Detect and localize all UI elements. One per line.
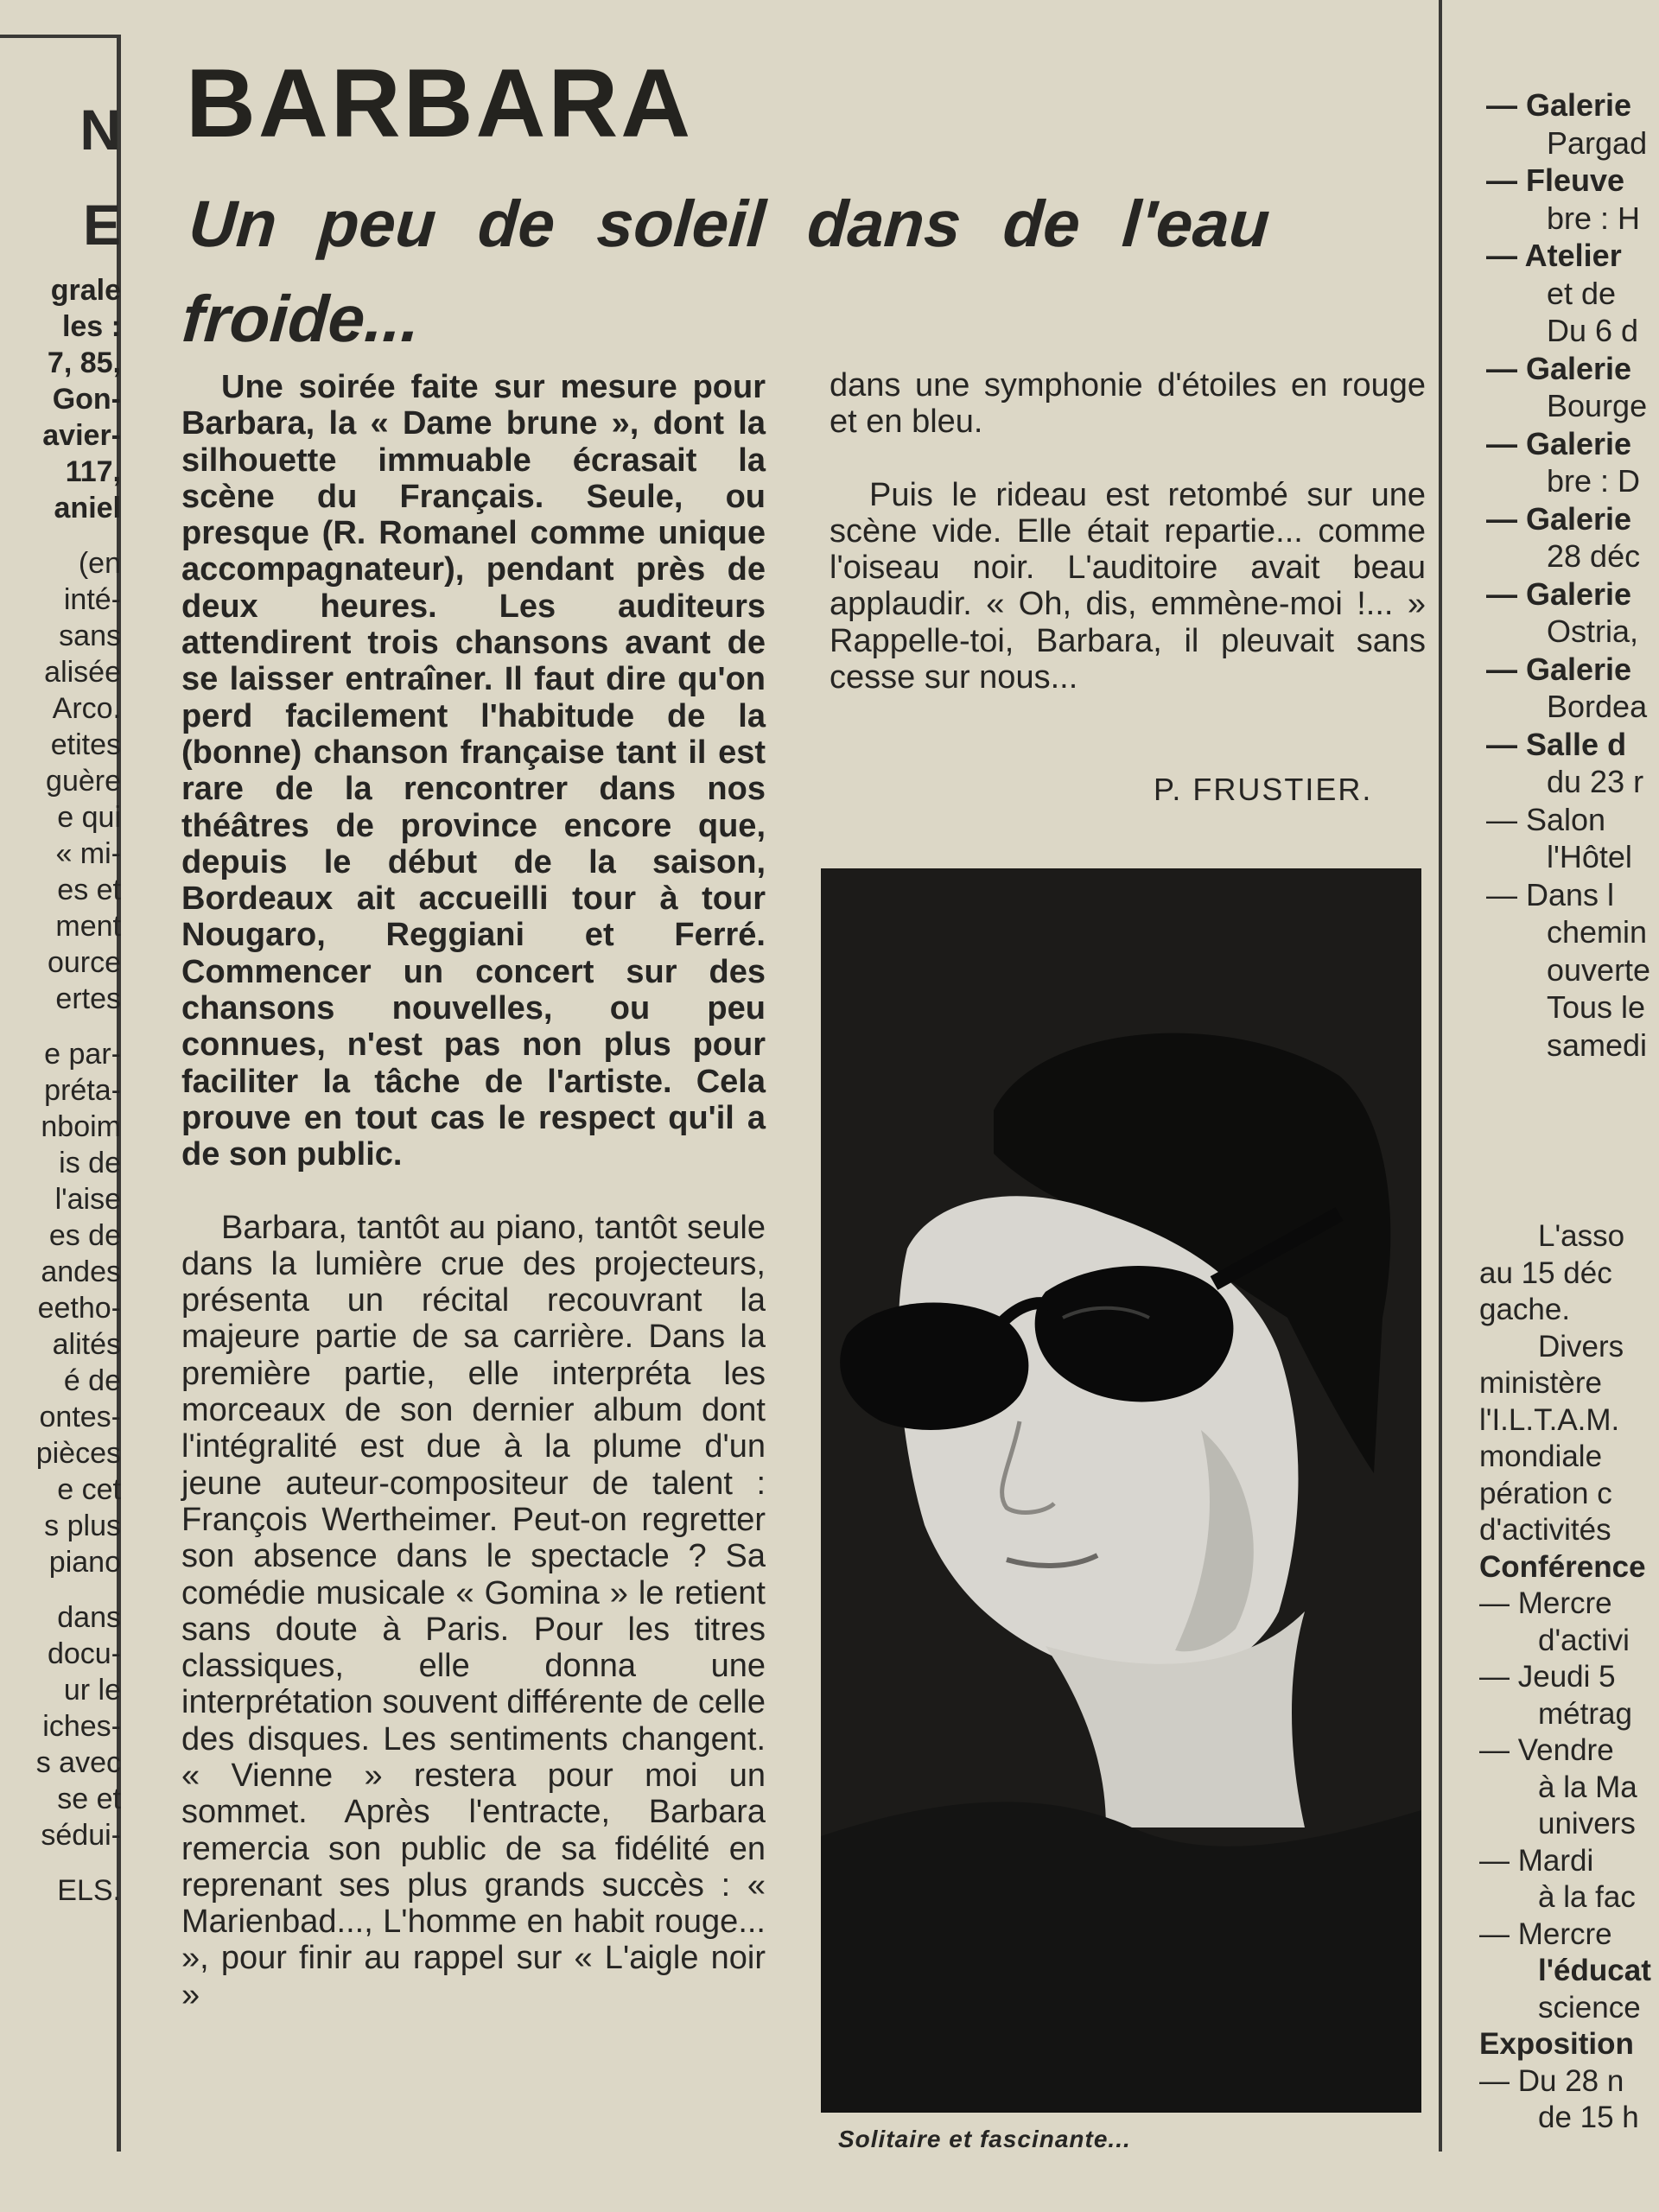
right-column-line: — Du 28 n — [1479, 2063, 1624, 2098]
left-column-line: « mi- — [55, 837, 121, 870]
left-top-rule — [0, 35, 121, 38]
right-column-line: Divers — [1538, 1329, 1624, 1363]
right-column-line: — Mercre — [1479, 1586, 1612, 1620]
left-column-line: 117, — [65, 455, 121, 488]
left-column-line: etites — [50, 728, 121, 761]
article-paragraph-2: Barbara, tantôt au piano, tantôt seule dans la lumière crue des projecteurs, présenta un récital recouvrant la majeure partie de sa carrière. Dans la première partie, elle interpréta les morceaux de son dernier album dont l'intégralité est due à la plume d'un jeune auteur-compositeur de talent : François Wertheimer. Peut-on regretter son absence dans le spectacle ? Sa comédie musicale « Gomina » le retient sans doute à Paris. Pour les titres classiques, elle donna une interprétation souvent différente de celle des disques. Les sentiments changent. « Vienne » restera pour moi un sommet. Après l'entracte, Barbara remercia son public de sa fidélité en reprenant ses plus grands succès : « Marienbad..., L'homme en habit rouge... », pour finir au rappel sur « L'aigle noir » — [181, 1209, 766, 2013]
article-paragraph-4: Puis le rideau est retombé sur une scène vide. Elle était repartie... comme l'oiseau noir. L'auditoire avait beau applaudir. « Oh, dis, emmène-moi !... » Rappelle-toi, Barbara, il pleuvait sans cesse sur nous... — [830, 476, 1426, 696]
right-column-line: L'asso — [1538, 1219, 1625, 1253]
right-column-line: à la Ma — [1538, 1770, 1637, 1804]
right-column-line: — Fleuve — [1486, 162, 1625, 198]
left-column-line: es et — [57, 874, 121, 906]
right-column-line: et de — [1547, 275, 1617, 311]
left-column-line: 7, 85, — [47, 346, 121, 379]
left-column-line: nboim — [41, 1110, 121, 1143]
right-column-line: — Galerie — [1486, 350, 1632, 386]
portrait-photo — [821, 868, 1421, 2113]
left-column-line: Gon- — [52, 383, 121, 416]
left-column-line: avier- — [42, 419, 121, 452]
right-column-line: — Salle d — [1486, 726, 1627, 762]
right-column-line: d'activi — [1538, 1623, 1630, 1657]
right-column-line: ouverte — [1547, 951, 1651, 988]
right-column-line: univers — [1538, 1807, 1636, 1840]
right-column-line: pération c — [1479, 1476, 1612, 1510]
left-column-line: alisée — [44, 656, 121, 689]
left-column-line: l'aise — [54, 1183, 121, 1216]
right-column-line: — Atelier — [1486, 238, 1622, 273]
right-column-line: — Galerie — [1486, 500, 1632, 537]
right-column-line: science — [1538, 1990, 1641, 2024]
left-column-line: e qui — [57, 801, 121, 834]
article-column-1 — [181, 369, 766, 2050]
left-column-line: se et — [57, 1783, 121, 1815]
right-column-line: Conférence — [1479, 1549, 1646, 1584]
left-column-line: grale — [50, 274, 121, 307]
right-column-line: l'Hôtel — [1547, 839, 1632, 874]
left-column-line: aniel — [54, 492, 121, 524]
right-column-line: samedi — [1547, 1027, 1648, 1063]
left-column-line: sédui- — [41, 1819, 121, 1852]
right-column-line: 28 déc — [1547, 538, 1641, 574]
left-column-line: ertes — [55, 982, 121, 1015]
article-signature: P. FRUSTIER. — [1154, 772, 1373, 807]
right-column-line: Bourge — [1547, 388, 1648, 423]
right-column-line: Bordea — [1547, 689, 1648, 724]
left-column-line: ment — [55, 910, 121, 943]
left-column-line: ELS. — [57, 1874, 121, 1907]
right-column-line: l'I.L.T.A.M. — [1479, 1402, 1620, 1437]
left-column-line: prétа- — [44, 1074, 121, 1107]
right-column-line: — Salon — [1486, 801, 1606, 837]
right-column-line: Tous le — [1547, 989, 1646, 1025]
right-column-line: Pargad — [1547, 124, 1648, 161]
article-paragraph-3: dans une symphonie d'étoiles en rouge et en bleu. — [830, 367, 1426, 441]
left-column-lines — [0, 272, 121, 1909]
right-column-line: chemin — [1547, 914, 1648, 950]
left-column-heading: N — [79, 98, 121, 162]
right-column-line: Exposition — [1479, 2027, 1634, 2061]
left-column-line: dans — [57, 1601, 121, 1634]
left-column-line: les : — [61, 310, 121, 343]
right-column-line: — Galerie — [1486, 425, 1632, 461]
left-column-line: docu- — [47, 1637, 121, 1670]
left-column-line: ontes- — [39, 1401, 121, 1433]
left-column-line: alités — [52, 1328, 121, 1361]
right-column-line: métrag — [1538, 1696, 1632, 1731]
left-column-line: sans — [59, 620, 121, 652]
article-column-2 — [830, 367, 1426, 732]
right-column-line: bre : H — [1547, 200, 1641, 236]
left-column-line: e par- — [44, 1038, 121, 1071]
right-column-line: — Galerie — [1486, 651, 1632, 687]
left-column-line: e cet — [57, 1473, 121, 1506]
right-column-line: à la fac — [1538, 1880, 1636, 1914]
right-column-line: d'activités — [1479, 1513, 1611, 1547]
left-column-line: ur le — [63, 1674, 121, 1707]
right-column-line: — Galerie — [1486, 575, 1632, 612]
left-column-line: iches- — [42, 1710, 121, 1743]
article-subtitle: Un peu de soleil dans de l'eau froide... — [180, 188, 1273, 356]
left-column-line: pièces — [35, 1437, 121, 1470]
right-column-line: au 15 déc — [1479, 1255, 1612, 1290]
right-column-line: — Jeudi 5 — [1479, 1660, 1616, 1694]
left-column-line: (en — [78, 547, 121, 580]
left-column — [0, 82, 121, 1909]
right-column-line: bre : D — [1547, 463, 1641, 499]
left-column-line: s avec — [35, 1746, 121, 1779]
right-column-line: mondiale — [1479, 1440, 1603, 1473]
right-column-announcements — [1479, 1218, 1659, 2137]
right-column-line: Du 6 d — [1547, 313, 1639, 348]
left-column-line: guère — [46, 765, 121, 798]
right-column-line: — Mercre — [1479, 1916, 1612, 1951]
right-column-line: du 23 r — [1547, 764, 1644, 799]
left-column-heading: E — [82, 193, 121, 257]
right-column-line: — Vendre — [1479, 1733, 1614, 1767]
right-column-line: de 15 h — [1538, 2101, 1639, 2134]
photo-caption: Solitaire et fascinante... — [838, 2126, 1131, 2152]
left-column-line: is de — [59, 1147, 121, 1179]
left-column-line: é de — [63, 1364, 121, 1397]
right-column-line: Ostria, — [1547, 613, 1639, 649]
article-title: BARBARA — [186, 49, 694, 157]
left-column-line: inté- — [63, 583, 121, 616]
left-column-line: ource — [47, 946, 121, 979]
left-column-line: andes — [41, 1255, 121, 1288]
right-column-line: — Dans l — [1486, 876, 1615, 912]
left-column-line: eetho- — [37, 1292, 121, 1325]
right-column-line: l'éducat — [1538, 1954, 1651, 1987]
left-column-line: piano — [48, 1546, 121, 1579]
left-column-line: Arco. — [52, 692, 121, 725]
portrait-image — [821, 868, 1421, 2113]
right-column-line: ministère — [1479, 1366, 1602, 1400]
right-column-line: — Galerie — [1486, 87, 1632, 123]
right-column-listing — [1486, 86, 1659, 1064]
right-column-line: gache. — [1479, 1293, 1571, 1326]
right-column-rule — [1439, 0, 1442, 2152]
left-column-line: es de — [48, 1219, 121, 1252]
right-column-line: — Mardi — [1479, 1843, 1594, 1878]
left-column-line: s plus — [44, 1510, 121, 1542]
article-paragraph-1: Une soirée faite sur mesure pour Barbara, la « Dame brune », dont la silhouette immuable écrasait la scène du Français. Seule, ou presque (R. Romanel comme unique accompagnateur), pendant près de deux heures. Les auditeurs attendirent trois chansons avant de se laisser entraîner. Il faut dire qu'on perd facilement l'habitude de la (bonne) chanson française tant il est rare de la rencontrer dans nos théâtres de province encore que, depuis le début de la saison, Bordeaux ait accueilli tour à tour Nougaro, Reggiani et Ferré. Commencer un concert sur des chansons nouvelles, ou peu connues, n'est pas non plus pour faciliter la tâche de l'artiste. Cela prouve en tout cas le respect qu'il a de son public. — [181, 369, 766, 1173]
